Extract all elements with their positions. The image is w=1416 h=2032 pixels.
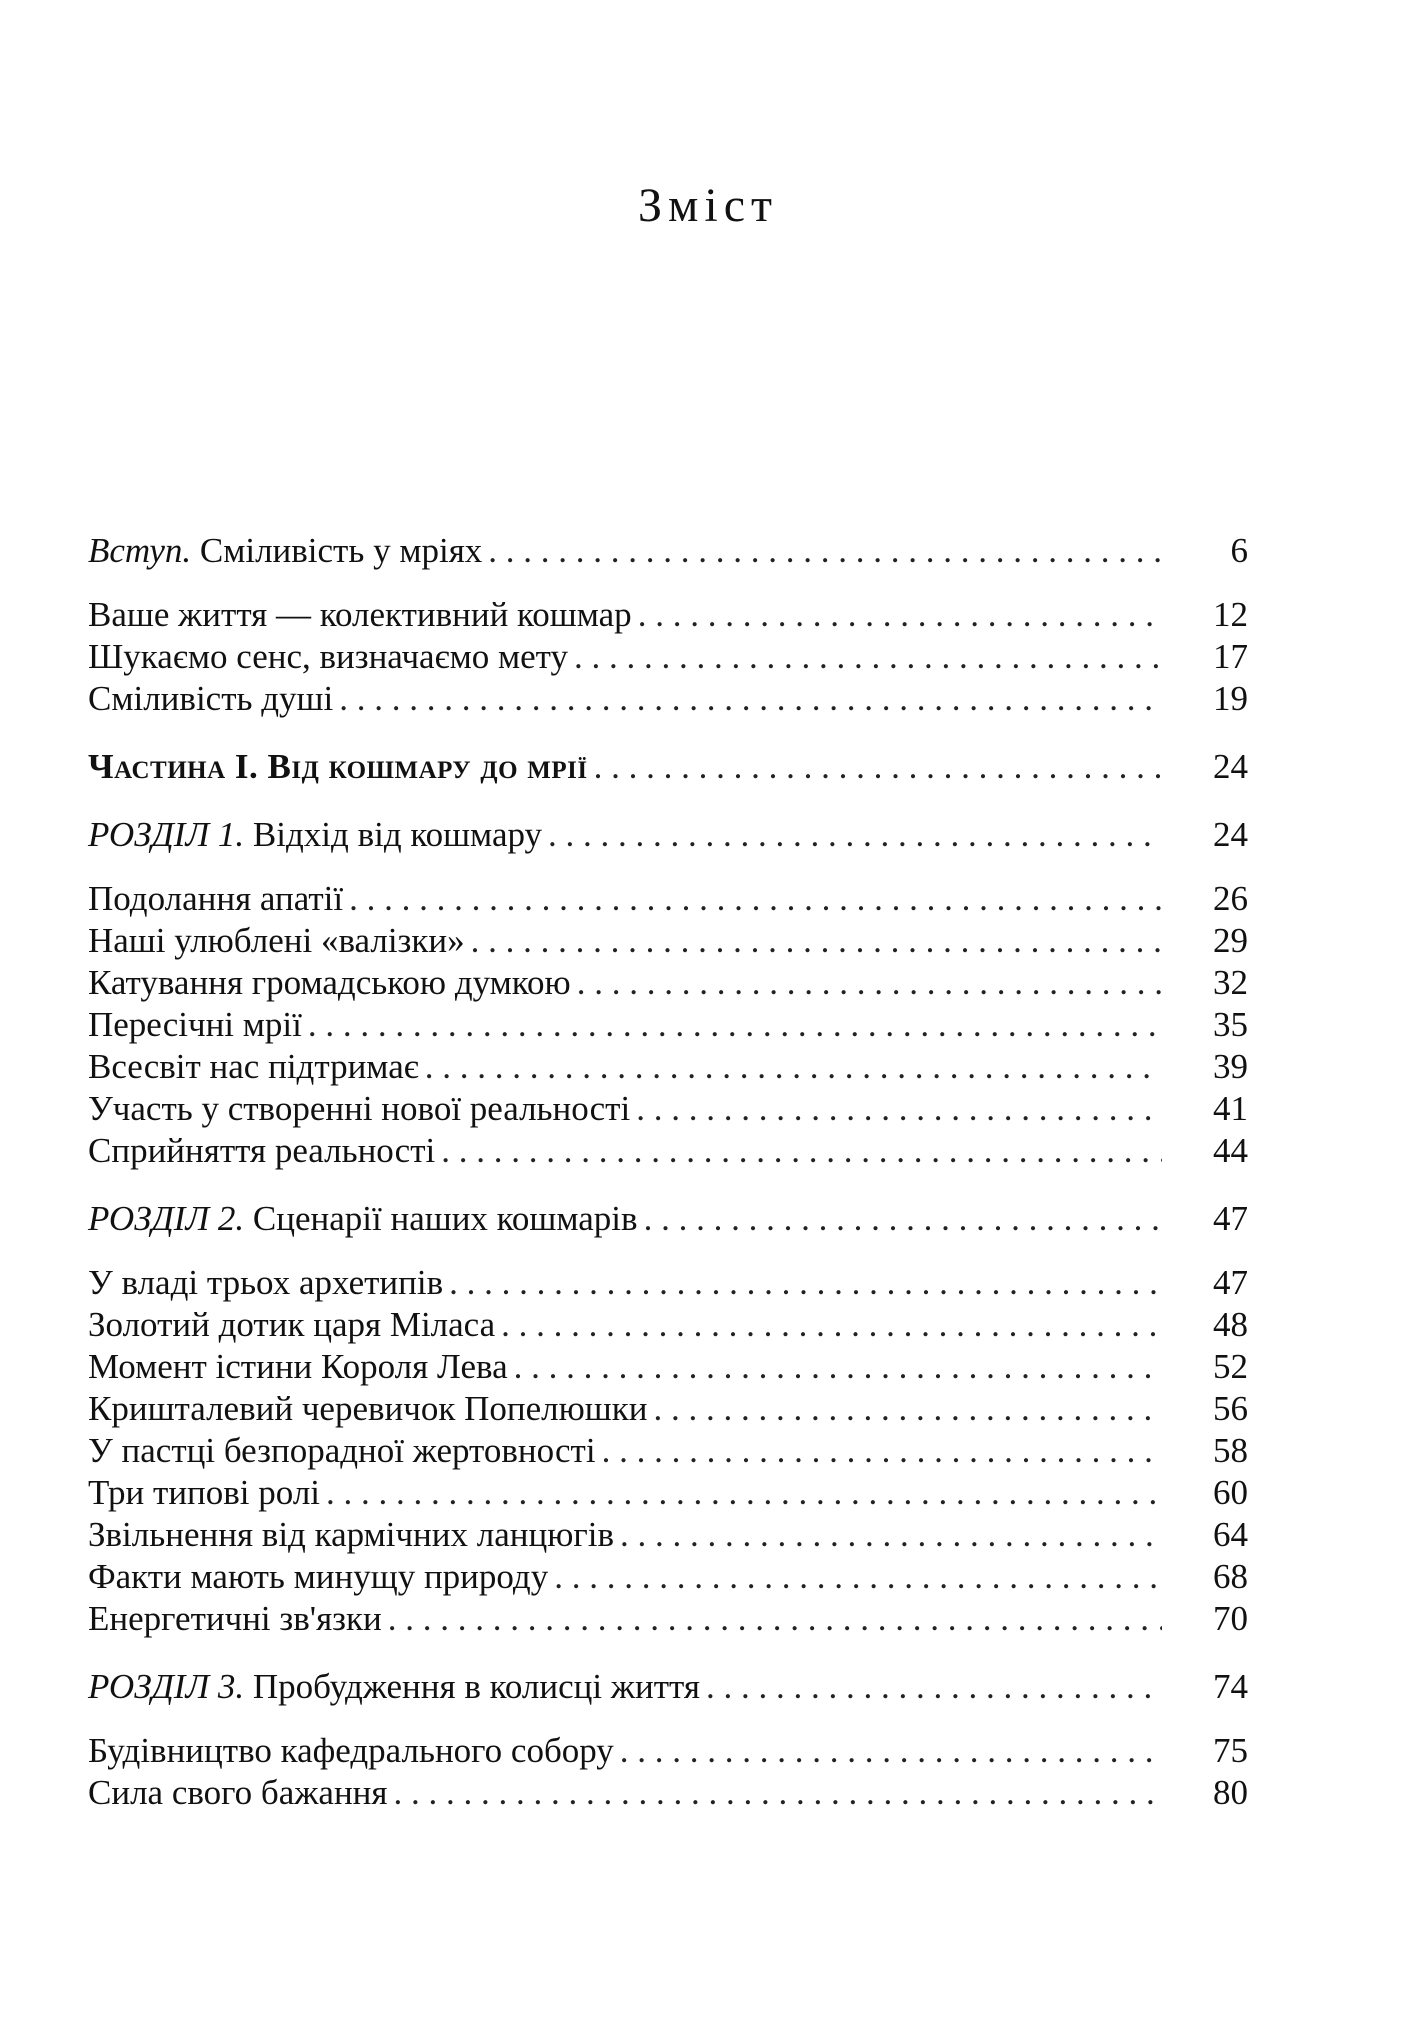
page-number: 29: [1213, 921, 1248, 960]
toc-entry[interactable]: [88, 1772, 1248, 1814]
entry-title: Шукаємо сенс, визначаємо мету: [88, 637, 569, 676]
dot-leader: [339, 678, 1162, 720]
entry-title: Звільнення від кармічних ланцюгів: [88, 1515, 614, 1554]
entry-title: Наші улюблені «валізки»: [88, 921, 465, 960]
dot-leader: [308, 1004, 1162, 1046]
entry-title: Пересічні мрії: [88, 1005, 302, 1044]
page-number: 68: [1213, 1557, 1248, 1596]
dot-leader: [638, 594, 1162, 636]
toc-entry-chapter-2[interactable]: [88, 1198, 1248, 1240]
chapter-prefix: РОЗДІЛ 1.: [88, 815, 245, 854]
page-title: Зміст: [637, 179, 779, 232]
toc-entry[interactable]: [88, 594, 1248, 636]
toc-entry-part-1[interactable]: [88, 746, 1248, 788]
toc-entry-intro[interactable]: [88, 530, 1248, 572]
toc-entry[interactable]: [88, 1598, 1248, 1640]
page-number: 58: [1213, 1431, 1248, 1470]
toc-entry[interactable]: [88, 1304, 1248, 1346]
chapter-title: Пробудження в колисці життя: [252, 1667, 700, 1706]
page-number: 12: [1213, 595, 1248, 634]
page-number: 75: [1213, 1731, 1248, 1770]
page-number: 39: [1213, 1047, 1248, 1086]
entry-title: Три типові ролі: [88, 1473, 321, 1512]
toc-section-chapter-3: [88, 1666, 1248, 1814]
dot-leader: [644, 1198, 1162, 1240]
toc-entry[interactable]: [88, 1472, 1248, 1514]
toc-entry[interactable]: [88, 1730, 1248, 1772]
dot-leader: [574, 636, 1162, 678]
dot-leader: [620, 1514, 1162, 1556]
page-number: 26: [1213, 879, 1248, 918]
page-number: 56: [1213, 1389, 1248, 1428]
intro-prefix: Вступ.: [88, 531, 192, 570]
toc-entry[interactable]: [88, 1088, 1248, 1130]
part-title: Частина I. Від кошмару до мрії: [88, 747, 588, 786]
toc-entry[interactable]: [88, 920, 1248, 962]
toc-section-chapter-2: [88, 1198, 1248, 1640]
toc-section-part-1: [88, 746, 1248, 788]
page-number: 47: [1213, 1199, 1248, 1238]
page-number: 24: [1213, 747, 1248, 786]
toc-entry[interactable]: [88, 1262, 1248, 1304]
entry-title: Всесвіт нас підтримає: [88, 1047, 419, 1086]
entry-title: Будівництво кафедрального собору: [88, 1731, 614, 1770]
entry-title: Сприйняття реальності: [88, 1131, 436, 1170]
entry-title: Подолання апатії: [88, 879, 344, 918]
page-number: 24: [1213, 815, 1248, 854]
toc-entry[interactable]: [88, 1430, 1248, 1472]
dot-leader: [653, 1388, 1162, 1430]
toc-entry-chapter-1[interactable]: [88, 814, 1248, 856]
toc-entry[interactable]: [88, 962, 1248, 1004]
dot-leader: [425, 1046, 1162, 1088]
dot-leader: [620, 1730, 1162, 1772]
entry-title: У пастці безпорадної жертовності: [88, 1431, 596, 1470]
dot-leader: [501, 1304, 1162, 1346]
entry-title: Золотий дотик царя Міласа: [88, 1305, 496, 1344]
dot-leader: [394, 1772, 1163, 1814]
entry-title: Факти мають минущу природу: [88, 1557, 549, 1596]
page-number: 74: [1213, 1667, 1248, 1706]
toc-entry[interactable]: [88, 878, 1248, 920]
dot-leader: [449, 1262, 1162, 1304]
toc-entry[interactable]: [88, 1346, 1248, 1388]
page-number: 19: [1213, 679, 1248, 718]
entry-title: У владі трьох архетипів: [88, 1263, 444, 1302]
toc-entry[interactable]: [88, 1514, 1248, 1556]
page-number: 32: [1213, 963, 1248, 1002]
entry-title: Енергетичні зв'язки: [88, 1599, 382, 1638]
page-number: 6: [1230, 531, 1248, 570]
chapter-title: Відхід від кошмару: [252, 815, 543, 854]
dot-leader: [577, 962, 1162, 1004]
toc-entry[interactable]: [88, 1130, 1248, 1172]
dot-leader: [349, 878, 1162, 920]
page-number: 70: [1213, 1599, 1248, 1638]
chapter-prefix: РОЗДІЛ 2.: [88, 1199, 245, 1238]
toc-entry[interactable]: [88, 1004, 1248, 1046]
toc-entry[interactable]: [88, 1556, 1248, 1598]
toc-entry[interactable]: [88, 1046, 1248, 1088]
dot-leader: [706, 1666, 1162, 1708]
dot-leader: [548, 814, 1162, 856]
entry-title: Участь у створенні нової реальності: [88, 1089, 631, 1128]
entry-title: Сміливість душі: [88, 679, 334, 718]
page-number: 47: [1213, 1263, 1248, 1302]
dot-leader: [594, 746, 1162, 788]
table-of-contents: [88, 530, 1248, 1814]
dot-leader: [602, 1430, 1162, 1472]
page-number: 41: [1213, 1089, 1248, 1128]
entry-title: Момент істини Короля Лева: [88, 1347, 508, 1386]
toc-section-chapter-1: [88, 814, 1248, 1172]
intro-title: Сміливість у мріях: [199, 531, 483, 570]
chapter-prefix: РОЗДІЛ 3.: [88, 1667, 245, 1706]
dot-leader: [514, 1346, 1162, 1388]
entry-title: Кришталевий черевичок Попелюшки: [88, 1389, 648, 1428]
dot-leader: [554, 1556, 1162, 1598]
toc-entry-chapter-3[interactable]: [88, 1666, 1248, 1708]
entry-title: Сила свого бажання: [88, 1773, 388, 1812]
dot-leader: [326, 1472, 1162, 1514]
dot-leader: [471, 920, 1162, 962]
chapter-title: Сценарії наших кошмарів: [252, 1199, 638, 1238]
toc-entry[interactable]: [88, 1388, 1248, 1430]
page-number: 60: [1213, 1473, 1248, 1512]
toc-section-intro: [88, 530, 1248, 720]
page-number: 52: [1213, 1347, 1248, 1386]
page-number: 17: [1213, 637, 1248, 676]
page-number: 80: [1213, 1773, 1248, 1812]
page-number: 48: [1213, 1305, 1248, 1344]
page-number: 44: [1213, 1131, 1248, 1170]
page-number: 35: [1213, 1005, 1248, 1044]
toc-entry[interactable]: [88, 636, 1248, 678]
dot-leader: [388, 1598, 1162, 1640]
entry-title: Ваше життя — колективний кошмар: [88, 595, 632, 634]
toc-entry[interactable]: [88, 678, 1248, 720]
dot-leader: [488, 530, 1162, 572]
page-number: 64: [1213, 1515, 1248, 1554]
dot-leader: [441, 1130, 1162, 1172]
entry-title: Катування громадською думкою: [88, 963, 571, 1002]
dot-leader: [636, 1088, 1162, 1130]
